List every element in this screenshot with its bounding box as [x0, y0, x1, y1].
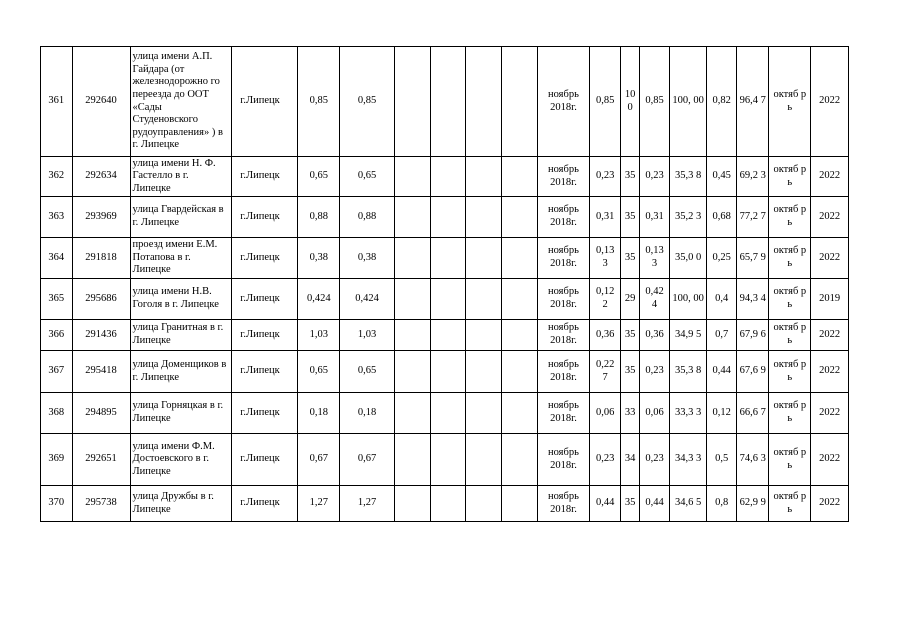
- value-cell: 34: [620, 434, 639, 486]
- value-cell: 0,7: [707, 320, 737, 351]
- survey-date-cell: ноябрь 2018г.: [537, 238, 590, 279]
- length-total-cell: 1,03: [298, 320, 340, 351]
- target-year-cell: 2022: [811, 197, 849, 238]
- empty-cell: [430, 238, 466, 279]
- value-cell: 0,23: [640, 351, 670, 393]
- length-normative-cell: 0,18: [340, 393, 395, 434]
- percent-cell: 74,6 3: [736, 434, 769, 486]
- target-month-cell: октяб рь: [769, 351, 811, 393]
- survey-date-cell: ноябрь 2018г.: [537, 434, 590, 486]
- length-normative-cell: 0,85: [340, 47, 395, 157]
- empty-cell: [430, 197, 466, 238]
- target-year-cell: 2022: [811, 320, 849, 351]
- row-number-cell: 364: [41, 238, 73, 279]
- table-row: [41, 157, 849, 197]
- roads-table: [40, 46, 849, 522]
- percent-cell: 35,2 3: [669, 197, 707, 238]
- target-month-cell: октяб рь: [769, 197, 811, 238]
- empty-cell: [466, 434, 502, 486]
- city-cell: г.Липецк: [232, 320, 298, 351]
- percent-cell: 100, 00: [669, 279, 707, 320]
- empty-cell: [430, 486, 466, 522]
- city-cell: г.Липецк: [232, 486, 298, 522]
- empty-cell: [395, 434, 431, 486]
- value-cell: 0,44: [640, 486, 670, 522]
- city-cell: г.Липецк: [232, 47, 298, 157]
- road-code-cell: 292651: [72, 434, 130, 486]
- road-name-cell: проезд имени Е.М. Потапова в г. Липецке: [130, 238, 232, 279]
- empty-cell: [430, 351, 466, 393]
- empty-cell: [466, 279, 502, 320]
- road-code-cell: 292634: [72, 157, 130, 197]
- road-name-cell: улица имени Н.В. Гоголя в г. Липецке: [130, 279, 232, 320]
- percent-cell: 96,4 7: [736, 47, 769, 157]
- table-row: [41, 47, 849, 157]
- empty-cell: [395, 197, 431, 238]
- empty-cell: [395, 238, 431, 279]
- value-cell: 0,44: [590, 486, 621, 522]
- value-cell: 35: [620, 320, 639, 351]
- empty-cell: [501, 320, 537, 351]
- survey-date-cell: ноябрь 2018г.: [537, 47, 590, 157]
- empty-cell: [501, 351, 537, 393]
- length-total-cell: 0,18: [298, 393, 340, 434]
- city-cell: г.Липецк: [232, 393, 298, 434]
- value-cell: 35: [620, 351, 639, 393]
- percent-cell: 66,6 7: [736, 393, 769, 434]
- target-year-cell: 2022: [811, 393, 849, 434]
- value-cell: 35: [620, 197, 639, 238]
- empty-cell: [466, 393, 502, 434]
- empty-cell: [501, 197, 537, 238]
- percent-cell: 77,2 7: [736, 197, 769, 238]
- value-cell: 0,31: [640, 197, 670, 238]
- length-total-cell: 0,38: [298, 238, 340, 279]
- empty-cell: [430, 157, 466, 197]
- length-total-cell: 0,85: [298, 47, 340, 157]
- value-cell: 0,44: [707, 351, 737, 393]
- road-name-cell: улица имени Ф.М. Достоевского в г. Липецке: [130, 434, 232, 486]
- empty-cell: [466, 197, 502, 238]
- target-year-cell: 2022: [811, 157, 849, 197]
- table-row: [41, 320, 849, 351]
- empty-cell: [430, 320, 466, 351]
- empty-cell: [430, 434, 466, 486]
- target-month-cell: октяб рь: [769, 393, 811, 434]
- table-row: [41, 486, 849, 522]
- empty-cell: [501, 393, 537, 434]
- value-cell: 0,5: [707, 434, 737, 486]
- length-normative-cell: 0,38: [340, 238, 395, 279]
- survey-date-cell: ноябрь 2018г.: [537, 351, 590, 393]
- empty-cell: [395, 393, 431, 434]
- percent-cell: 34,6 5: [669, 486, 707, 522]
- value-cell: 0,23: [590, 157, 621, 197]
- empty-cell: [501, 434, 537, 486]
- table-row: [41, 393, 849, 434]
- target-month-cell: октяб рь: [769, 320, 811, 351]
- empty-cell: [466, 351, 502, 393]
- length-normative-cell: 0,65: [340, 351, 395, 393]
- survey-date-cell: ноябрь 2018г.: [537, 486, 590, 522]
- percent-cell: 35,3 8: [669, 157, 707, 197]
- value-cell: 0,06: [590, 393, 621, 434]
- row-number-cell: 368: [41, 393, 73, 434]
- empty-cell: [466, 320, 502, 351]
- empty-cell: [466, 47, 502, 157]
- road-name-cell: улица Дружбы в г. Липецке: [130, 486, 232, 522]
- city-cell: г.Липецк: [232, 351, 298, 393]
- row-number-cell: 361: [41, 47, 73, 157]
- length-total-cell: 0,67: [298, 434, 340, 486]
- row-number-cell: 363: [41, 197, 73, 238]
- table-row: [41, 279, 849, 320]
- empty-cell: [395, 157, 431, 197]
- empty-cell: [501, 486, 537, 522]
- value-cell: 0,36: [590, 320, 621, 351]
- empty-cell: [430, 47, 466, 157]
- table-row: [41, 238, 849, 279]
- value-cell: 0,23: [590, 434, 621, 486]
- length-normative-cell: 0,424: [340, 279, 395, 320]
- empty-cell: [395, 351, 431, 393]
- value-cell: 0,68: [707, 197, 737, 238]
- row-number-cell: 366: [41, 320, 73, 351]
- percent-cell: 35,0 0: [669, 238, 707, 279]
- value-cell: 0,12: [707, 393, 737, 434]
- road-code-cell: 295686: [72, 279, 130, 320]
- road-code-cell: 291818: [72, 238, 130, 279]
- city-cell: г.Липецк: [232, 157, 298, 197]
- percent-cell: 69,2 3: [736, 157, 769, 197]
- value-cell: 33: [620, 393, 639, 434]
- target-month-cell: октяб рь: [769, 157, 811, 197]
- value-cell: 0,12 2: [590, 279, 621, 320]
- road-code-cell: 291436: [72, 320, 130, 351]
- value-cell: 0,31: [590, 197, 621, 238]
- target-year-cell: 2022: [811, 238, 849, 279]
- road-name-cell: улица Горняцкая в г. Липецке: [130, 393, 232, 434]
- value-cell: 0,85: [590, 47, 621, 157]
- row-number-cell: 367: [41, 351, 73, 393]
- value-cell: 0,06: [640, 393, 670, 434]
- target-year-cell: 2022: [811, 434, 849, 486]
- percent-cell: 34,3 3: [669, 434, 707, 486]
- empty-cell: [501, 47, 537, 157]
- percent-cell: 67,6 9: [736, 351, 769, 393]
- target-month-cell: октяб рь: [769, 486, 811, 522]
- survey-date-cell: ноябрь 2018г.: [537, 393, 590, 434]
- survey-date-cell: ноябрь 2018г.: [537, 279, 590, 320]
- city-cell: г.Липецк: [232, 279, 298, 320]
- value-cell: 0,45: [707, 157, 737, 197]
- value-cell: 0,22 7: [590, 351, 621, 393]
- length-total-cell: 0,424: [298, 279, 340, 320]
- length-total-cell: 0,88: [298, 197, 340, 238]
- value-cell: 0,42 4: [640, 279, 670, 320]
- value-cell: 0,13 3: [640, 238, 670, 279]
- city-cell: г.Липецк: [232, 197, 298, 238]
- percent-cell: 94,3 4: [736, 279, 769, 320]
- empty-cell: [430, 279, 466, 320]
- empty-cell: [395, 279, 431, 320]
- empty-cell: [395, 320, 431, 351]
- city-cell: г.Липецк: [232, 434, 298, 486]
- empty-cell: [430, 393, 466, 434]
- road-name-cell: улица имени А.П. Гайдара (от железнодорожно го переезда до ООТ «Сады Студеновского рудоуправления» ) в г. Липецке: [130, 47, 232, 157]
- length-normative-cell: 1,27: [340, 486, 395, 522]
- length-normative-cell: 1,03: [340, 320, 395, 351]
- road-code-cell: 294895: [72, 393, 130, 434]
- value-cell: 0,23: [640, 434, 670, 486]
- empty-cell: [395, 47, 431, 157]
- target-month-cell: октяб рь: [769, 279, 811, 320]
- length-normative-cell: 0,67: [340, 434, 395, 486]
- road-name-cell: улица Гвардейская в г. Липецке: [130, 197, 232, 238]
- target-year-cell: 2019: [811, 279, 849, 320]
- road-code-cell: 293969: [72, 197, 130, 238]
- target-month-cell: октяб рь: [769, 47, 811, 157]
- row-number-cell: 365: [41, 279, 73, 320]
- percent-cell: 33,3 3: [669, 393, 707, 434]
- percent-cell: 34,9 5: [669, 320, 707, 351]
- empty-cell: [395, 486, 431, 522]
- value-cell: 0,4: [707, 279, 737, 320]
- empty-cell: [501, 157, 537, 197]
- empty-cell: [466, 157, 502, 197]
- table-body: [41, 47, 849, 522]
- value-cell: 0,85: [640, 47, 670, 157]
- percent-cell: 100, 00: [669, 47, 707, 157]
- percent-cell: 62,9 9: [736, 486, 769, 522]
- row-number-cell: 369: [41, 434, 73, 486]
- road-name-cell: улица имени Н. Ф. Гастелло в г. Липецке: [130, 157, 232, 197]
- value-cell: 0,82: [707, 47, 737, 157]
- length-total-cell: 0,65: [298, 157, 340, 197]
- survey-date-cell: ноябрь 2018г.: [537, 197, 590, 238]
- value-cell: 35: [620, 238, 639, 279]
- table-row: [41, 351, 849, 393]
- percent-cell: 35,3 8: [669, 351, 707, 393]
- length-normative-cell: 0,65: [340, 157, 395, 197]
- survey-date-cell: ноябрь 2018г.: [537, 320, 590, 351]
- value-cell: 0,8: [707, 486, 737, 522]
- value-cell: 0,25: [707, 238, 737, 279]
- empty-cell: [466, 486, 502, 522]
- value-cell: 35: [620, 486, 639, 522]
- empty-cell: [501, 279, 537, 320]
- target-year-cell: 2022: [811, 486, 849, 522]
- road-name-cell: улица Доменщиков в г. Липецке: [130, 351, 232, 393]
- length-normative-cell: 0,88: [340, 197, 395, 238]
- road-code-cell: 295418: [72, 351, 130, 393]
- length-total-cell: 0,65: [298, 351, 340, 393]
- row-number-cell: 362: [41, 157, 73, 197]
- value-cell: 0,23: [640, 157, 670, 197]
- road-code-cell: 292640: [72, 47, 130, 157]
- target-month-cell: октяб рь: [769, 238, 811, 279]
- value-cell: 0,36: [640, 320, 670, 351]
- value-cell: 35: [620, 157, 639, 197]
- length-total-cell: 1,27: [298, 486, 340, 522]
- road-code-cell: 295738: [72, 486, 130, 522]
- row-number-cell: 370: [41, 486, 73, 522]
- empty-cell: [466, 238, 502, 279]
- percent-cell: 65,7 9: [736, 238, 769, 279]
- target-month-cell: октяб рь: [769, 434, 811, 486]
- road-name-cell: улица Гранитная в г. Липецке: [130, 320, 232, 351]
- city-cell: г.Липецк: [232, 238, 298, 279]
- table-row: [41, 197, 849, 238]
- value-cell: 29: [620, 279, 639, 320]
- value-cell: 10 0: [620, 47, 639, 157]
- percent-cell: 67,9 6: [736, 320, 769, 351]
- value-cell: 0,13 3: [590, 238, 621, 279]
- target-year-cell: 2022: [811, 351, 849, 393]
- survey-date-cell: ноябрь 2018г.: [537, 157, 590, 197]
- table-row: [41, 434, 849, 486]
- empty-cell: [501, 238, 537, 279]
- target-year-cell: 2022: [811, 47, 849, 157]
